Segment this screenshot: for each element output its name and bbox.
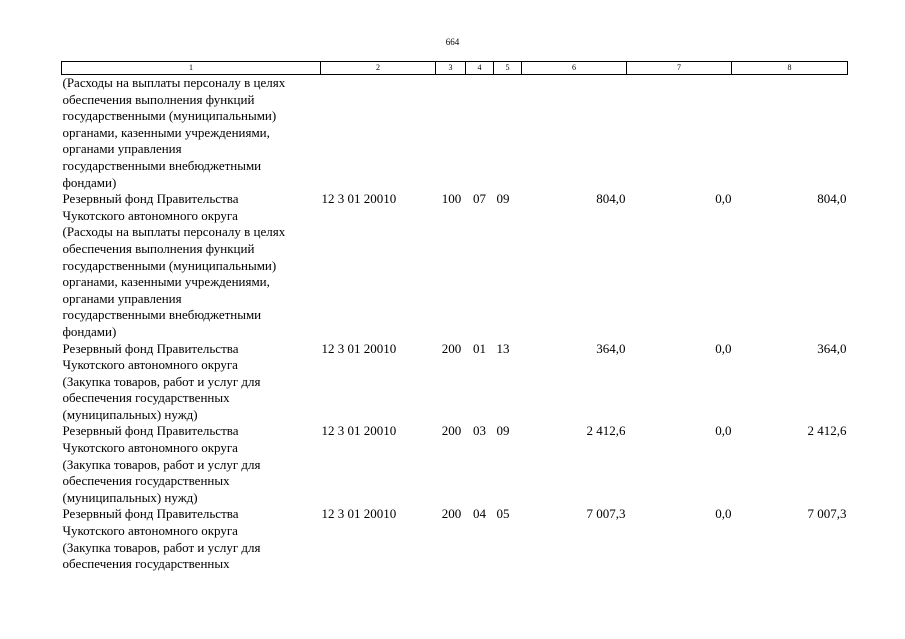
- expense-name-line: органами управления: [62, 290, 182, 306]
- table-row: [62, 75, 848, 192]
- budget-table: [61, 61, 848, 573]
- header-row: [62, 62, 848, 75]
- expense-name: [62, 75, 321, 192]
- section-code: 03: [473, 423, 486, 439]
- header-col-2: 2: [321, 62, 436, 75]
- expense-name: [62, 506, 321, 572]
- expense-type-code: 200: [441, 423, 462, 439]
- expense-type-code: 100: [441, 191, 462, 207]
- expense-name-line: органами управления: [62, 141, 182, 157]
- total-value: 804,0: [817, 191, 847, 207]
- change-value: 0,0: [715, 423, 732, 439]
- subsection-code: 09: [496, 423, 510, 439]
- table-row: [62, 506, 848, 572]
- section-code: 07: [473, 191, 486, 207]
- header-col-5: 5: [494, 62, 522, 75]
- expense-name-line: фондами): [62, 174, 117, 190]
- expense-name-line: Чукотского автономного округа: [62, 357, 238, 373]
- expense-name: [62, 191, 321, 340]
- page-number: 664: [445, 37, 460, 47]
- expense-type-code: 200: [441, 506, 462, 522]
- header-col-1: 1: [62, 62, 321, 75]
- expense-name-line: (Расходы на выплаты персоналу в целях: [62, 224, 286, 240]
- total-value: 7 007,3: [807, 506, 847, 522]
- section-code: 01: [473, 340, 486, 356]
- expense-name-line: фондами): [62, 323, 117, 339]
- header-col-8: 8: [732, 62, 848, 75]
- expense-type-code: 200: [441, 340, 462, 356]
- expense-name-line: обеспечения государственных: [62, 390, 230, 406]
- target-article-code: 12 3 01 20010: [321, 423, 397, 439]
- amount-value: 2 412,6: [586, 423, 626, 439]
- expense-name-line: государственными (муниципальными): [62, 108, 277, 124]
- expense-name-line: Резервный фонд Правительства: [62, 506, 239, 522]
- expense-name-line: органами, казенными учреждениями,: [62, 274, 270, 290]
- expense-name-line: обеспечения государственных: [62, 473, 230, 489]
- expense-name-line: (Расходы на выплаты персоналу в целях: [62, 75, 286, 90]
- table-row: [62, 341, 848, 424]
- expense-name-line: (Закупка товаров, работ и услуг для: [62, 456, 261, 472]
- expense-name: [62, 341, 321, 424]
- amount-value: 7 007,3: [586, 506, 626, 522]
- expense-name-line: Чукотского автономного округа: [62, 440, 238, 456]
- expense-name-line: (Закупка товаров, работ и услуг для: [62, 373, 261, 389]
- amount-value: 364,0: [596, 340, 626, 356]
- header-col-6: 6: [522, 62, 627, 75]
- amount-value: [522, 75, 627, 192]
- expense-name-line: Резервный фонд Правительства: [62, 191, 239, 207]
- expense-name-line: Чукотского автономного округа: [62, 523, 238, 539]
- header-col-7: 7: [627, 62, 732, 75]
- expense-type-code: [436, 75, 466, 192]
- expense-name-line: органами, казенными учреждениями,: [62, 124, 270, 140]
- section-code: 04: [473, 506, 486, 522]
- section-code: [466, 75, 494, 192]
- table-row: [62, 191, 848, 340]
- table-header: [62, 62, 848, 75]
- expense-name-line: обеспечения выполнения функций: [62, 240, 255, 256]
- change-value: 0,0: [715, 340, 732, 356]
- subsection-code: 05: [496, 506, 510, 522]
- total-value: 2 412,6: [807, 423, 847, 439]
- expense-name-line: (муниципальных) нужд): [62, 489, 198, 505]
- expense-name-line: (муниципальных) нужд): [62, 406, 198, 422]
- header-col-4: 4: [466, 62, 494, 75]
- expense-name-line: обеспечения выполнения функций: [62, 91, 255, 107]
- change-value: 0,0: [715, 191, 732, 207]
- expense-name-line: обеспечения государственных: [62, 556, 230, 572]
- table-row: [62, 423, 848, 506]
- expense-name-line: Резервный фонд Правительства: [62, 423, 239, 439]
- target-article-code: [321, 75, 436, 192]
- target-article-code: 12 3 01 20010: [321, 191, 397, 207]
- expense-name-line: Чукотского автономного округа: [62, 207, 238, 223]
- expense-name-line: государственными (муниципальными): [62, 257, 277, 273]
- change-value: [627, 75, 732, 192]
- expense-name: [62, 423, 321, 506]
- total-value: 364,0: [817, 340, 847, 356]
- subsection-code: 09: [496, 191, 510, 207]
- subsection-code: [494, 75, 522, 192]
- change-value: 0,0: [715, 506, 732, 522]
- total-value: [732, 75, 848, 192]
- target-article-code: 12 3 01 20010: [321, 340, 397, 356]
- expense-name-line: (Закупка товаров, работ и услуг для: [62, 539, 261, 555]
- expense-name-line: государственными внебюджетными: [62, 307, 262, 323]
- subsection-code: 13: [496, 340, 510, 356]
- expense-name-line: Резервный фонд Правительства: [62, 340, 239, 356]
- header-col-3: 3: [436, 62, 466, 75]
- target-article-code: 12 3 01 20010: [321, 506, 397, 522]
- expense-name-line: государственными внебюджетными: [62, 157, 262, 173]
- table-body: [62, 75, 848, 573]
- amount-value: 804,0: [596, 191, 626, 207]
